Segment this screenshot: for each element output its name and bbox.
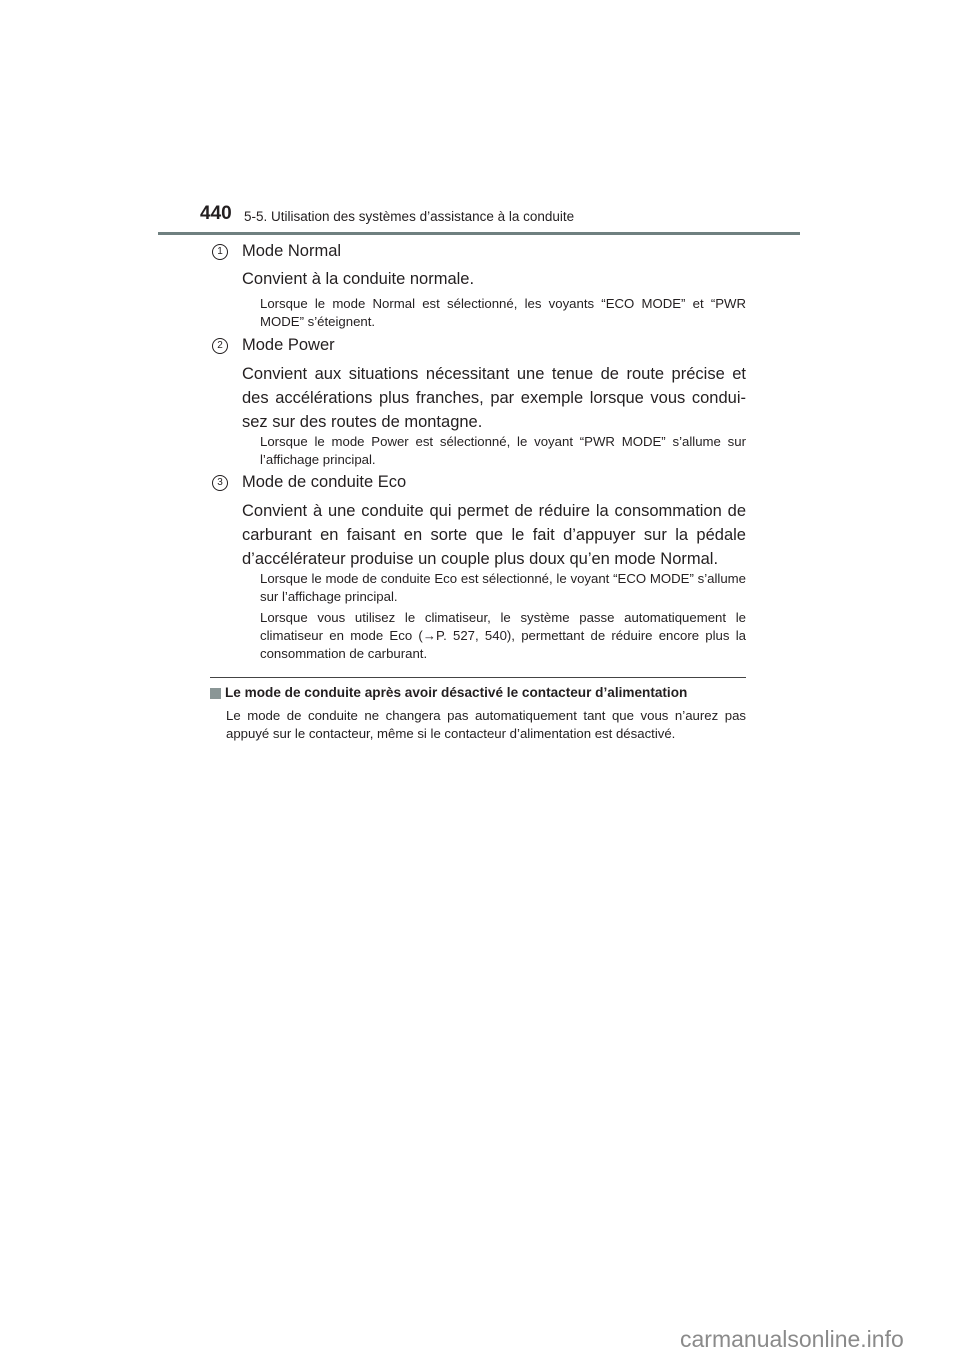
item-number-2: 2: [212, 338, 228, 354]
page-number: 440: [200, 203, 232, 224]
info-text: Le mode de conduite ne changera pas automatiquement tant que vous n’aurez pas appuyé sur le contacteur, même si le contacteur d’alimentation est désactivé.: [226, 708, 746, 741]
watermark: carmanualsonline.info: [680, 1326, 904, 1352]
header-rule: [158, 232, 800, 235]
item-title: Mode de conduite Eco: [242, 473, 407, 491]
section-title: 5-5. Utilisation des systèmes d’assistance à la conduite: [244, 209, 575, 224]
item-body: Convient à la conduite normale.: [242, 270, 475, 288]
item-body: Convient aux situations nécessitant une tenue de route précise et des accélérations plus franches, par exemple lorsque vous condui-sez sur des routes de montagne.: [242, 365, 746, 431]
info-heading: Le mode de conduite après avoir désactivé le contacteur d’alimentation: [225, 685, 688, 700]
divider: [210, 677, 746, 678]
item-note: Lorsque le mode Normal est sélectionné, les voyants “ECO MODE” et “PWR MODE” s’éteignent.: [260, 296, 746, 329]
square-bullet-icon: [210, 688, 221, 699]
item-body: Convient à une conduite qui permet de réduire la consommation de carburant en faisant en sorte que le fait d’appuyer sur la pédale d’accélérateur produise un couple plus doux qu’en mode Normal.: [242, 502, 746, 568]
item-number-1: 1: [212, 244, 228, 260]
item-note: Lorsque le mode de conduite Eco est sélectionné, le voyant “ECO MODE” s’allume sur l’affichage principal.: [260, 571, 746, 604]
item-title: Mode Power: [242, 336, 335, 354]
item-note: Lorsque le mode Power est sélectionné, le voyant “PWR MODE” s’allume sur l’affichage principal.: [260, 434, 746, 467]
item-note: Lorsque vous utilisez le climatiseur, le système passe automatiquement le climatiseur en mode Eco (→P. 527, 540), permettant de réduire encore plus la consommation de carburant.: [260, 610, 746, 661]
item-title: Mode Normal: [242, 242, 342, 260]
item-number-3: 3: [212, 475, 228, 491]
